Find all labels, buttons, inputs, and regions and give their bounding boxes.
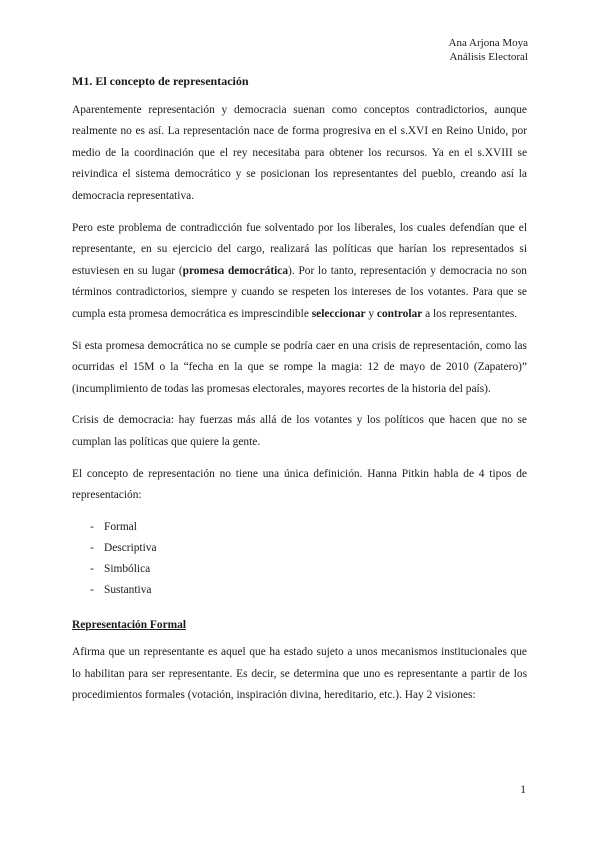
bold-term-controlar: controlar — [376, 307, 423, 320]
list-dash: - — [90, 520, 94, 533]
paragraph-pitkin: El concepto de representación no tiene una única definición. Hanna Pitkin habla de 4 tipos de representación: — [72, 467, 527, 502]
list-item — [72, 517, 527, 538]
document-title: M1. El concepto de representación — [72, 74, 249, 88]
paragraph-crisis-democracy: Crisis de democracia: hay fuerzas más allá de los votantes y los políticos que hacen que no se cumplan las políticas que quiere la gente. — [72, 414, 527, 448]
bold-term-promesa-democratica: promesa democrática — [182, 264, 289, 277]
list-item-label: Formal — [104, 520, 137, 533]
paragraph-crisis-representation: Si esta promesa democrática no se cumple se podría caer en una crisis de representación, como las ocurridas el 15M o la “fecha en la que se rompe la magia: 12 de mayo de 2010 (Zapatero)” (incumplimiento de todas las promesas electorales, mayores recortes de la historia del país). — [72, 339, 527, 395]
paragraph-text: y — [365, 307, 377, 320]
bold-term-seleccionar: seleccionar — [311, 307, 366, 320]
paragraph-formal-definition: Afirma que un representante es aquel que ha estado sujeto a unos mecanismos institucionales que lo habilitan para ser representante. Es decir, se determina que uno es representante a partir de los procedimientos formales (votación, inspiración divina, hereditario, etc.). Hay 2 visiones: — [72, 646, 527, 702]
paragraph-origin: Aparentemente representación y democracia suenan como conceptos contradictorios, aunque realmente no es así. La representación nace de forma progresiva en el s.XVI en Reino Unido, por medio de la coordinación que el rey necesitaba para obtener los recursos. Ya en el s.XVIII se reivindica el sistema democrático y se posicionan los representantes del pueblo, creando así la democracia representativa. — [72, 103, 527, 202]
list-item — [72, 559, 527, 580]
page-number: 1 — [520, 784, 526, 796]
representation-types-list — [72, 517, 527, 602]
list-dash: - — [90, 584, 94, 597]
list-dash: - — [90, 541, 94, 554]
document-body — [72, 71, 527, 717]
list-item-label: Simbólica — [104, 563, 151, 576]
header-author: Ana Arjona Moya — [448, 37, 528, 49]
paragraph-democratic-promise — [72, 218, 527, 326]
list-item — [72, 538, 527, 559]
header-course: Análisis Electoral — [449, 51, 528, 63]
page-header — [449, 36, 528, 64]
list-item-label: Sustantiva — [104, 584, 152, 597]
list-item — [72, 580, 527, 601]
list-dash: - — [90, 563, 94, 576]
paragraph-text: a los representantes. — [422, 307, 518, 320]
paragraph-text: ). Por lo tanto, representación y democracia no son términos contradictorios, siempre y cuando se respeten los intereses de los votantes. Para que se cumpla esta promesa democrática es imprescindible — [72, 264, 527, 320]
section-title-formal: Representación Formal — [72, 618, 186, 631]
paragraph-text: Pero este problema de contradicción fue solventado por los liberales, los cuales defendían que el representante, en su ejercicio del cargo, realizará las políticas que harían los representados si estuviesen en su lugar ( — [72, 221, 527, 277]
list-item-label: Descriptiva — [104, 541, 157, 554]
